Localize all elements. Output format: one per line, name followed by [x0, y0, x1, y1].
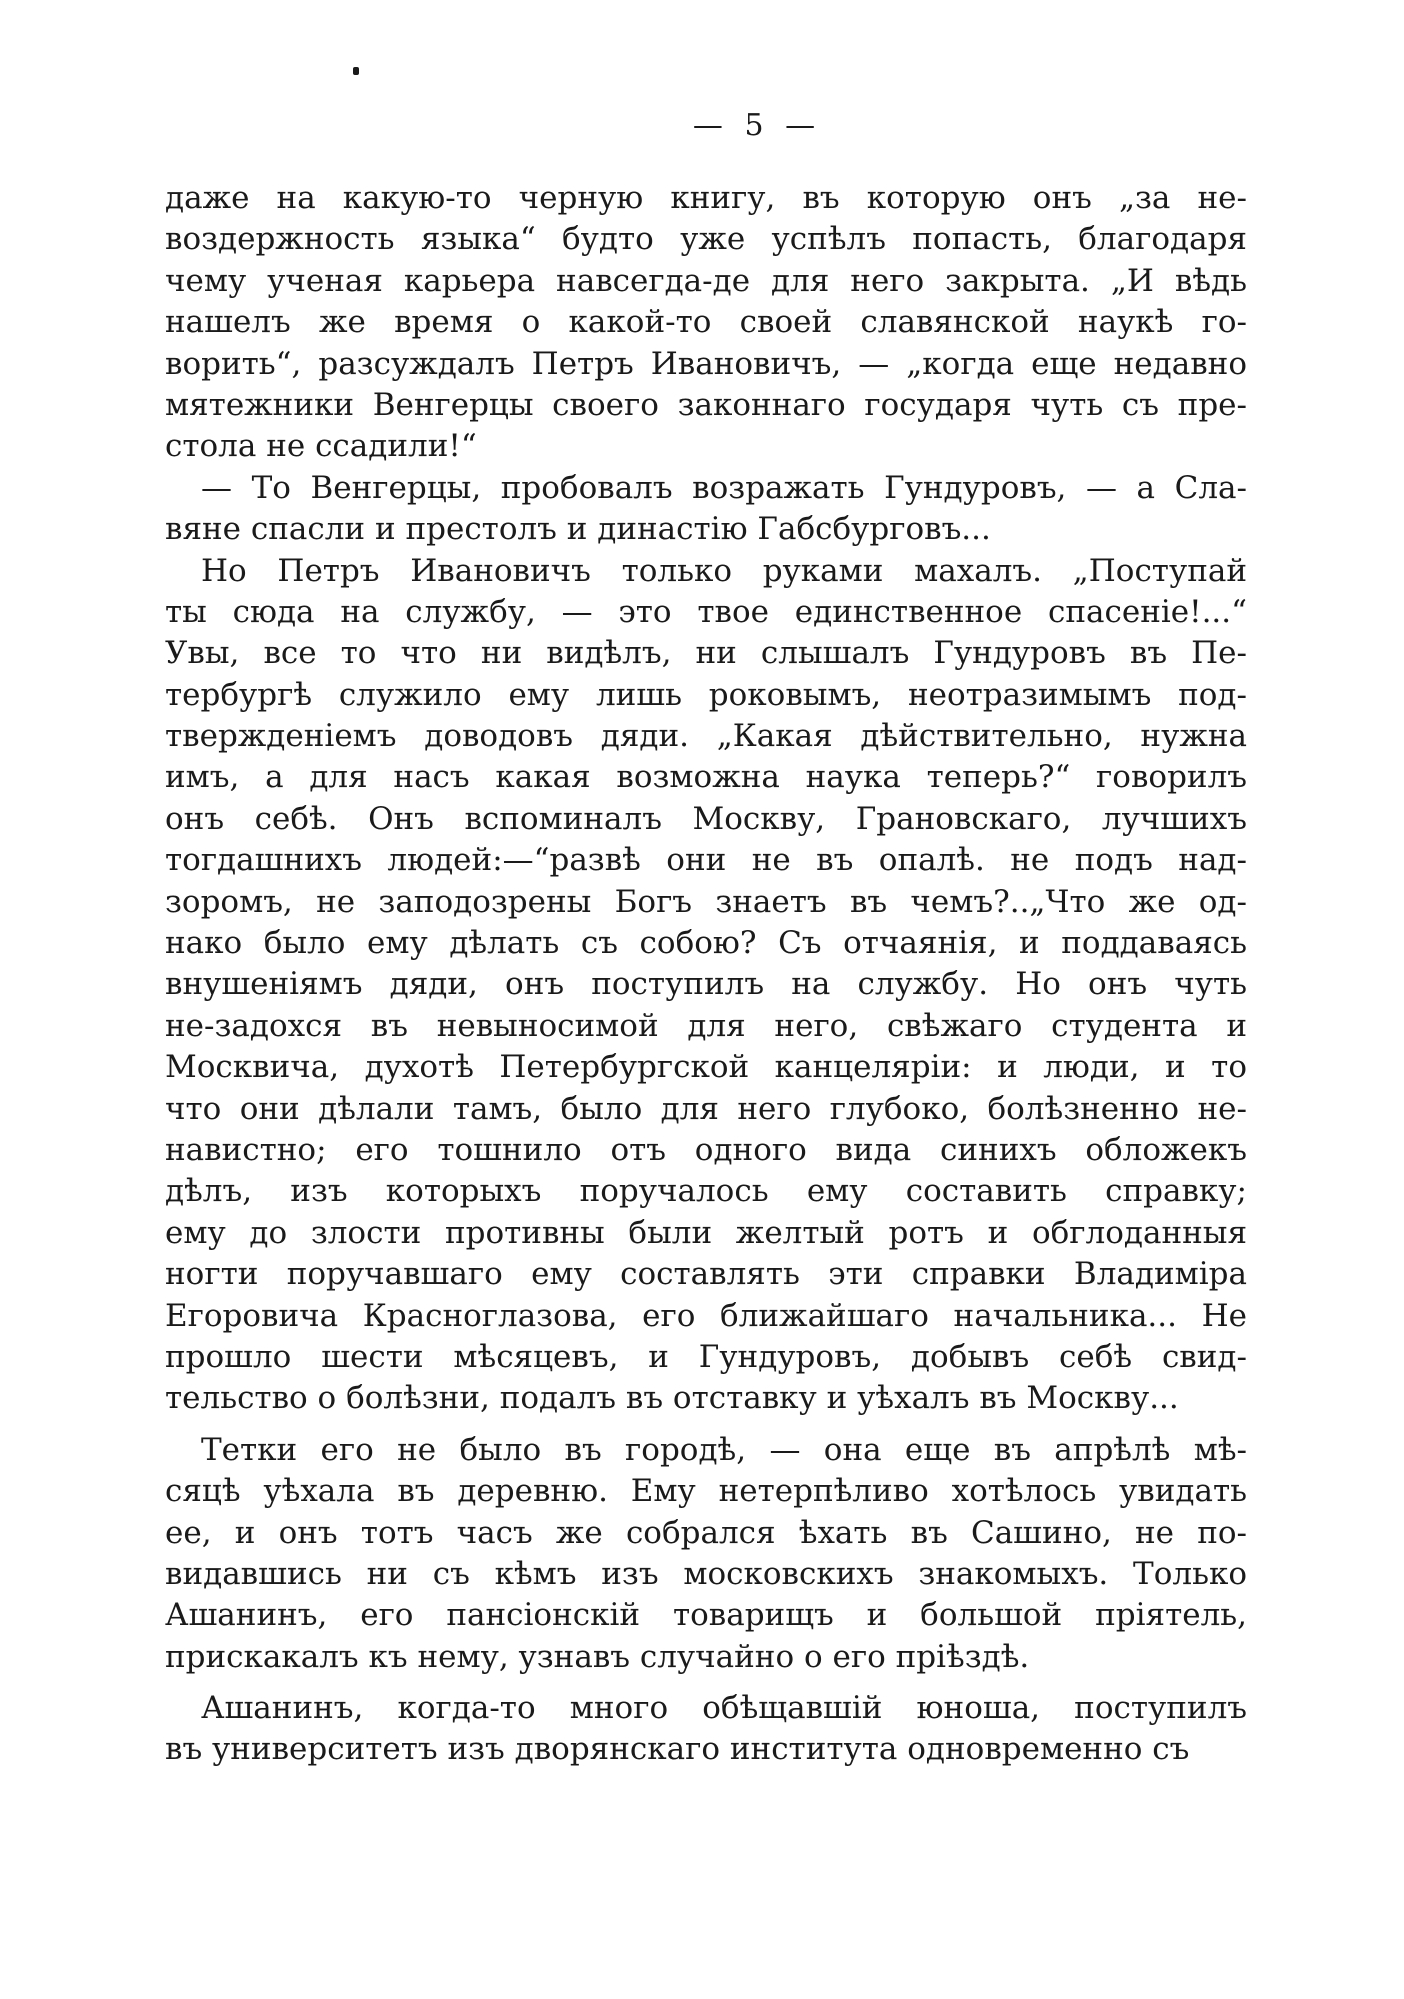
text-line: — То Венгерцы, пробовалъ возражать Гундуровъ, — а Сла- — [201, 469, 1247, 506]
text-line: нашелъ же время о какой-то своей славянской наукѣ го- — [165, 304, 1247, 341]
text-line: ему до злости противны были желтый ротъ и обглоданныя — [165, 1214, 1247, 1251]
text-line: зоромъ, не заподозрены Богъ знаетъ въ чемъ?..„Что же од- — [165, 883, 1247, 920]
text-line: видавшись ни съ кѣмъ изъ московскихъ знакомыхъ. Только — [165, 1555, 1247, 1592]
text-line: дѣлъ, изъ которыхъ поручалось ему составить справку; — [165, 1173, 1247, 1210]
text-line: тербургѣ служило ему лишь роковымъ, неотразимымъ под- — [165, 676, 1247, 713]
text-line: ты сюда на службу, — это твое единственное спасеніе!...“ — [165, 593, 1247, 630]
text-line: сяцѣ уѣхала въ деревню. Ему нетерпѣливо хотѣлось увидать — [165, 1473, 1247, 1510]
text-line: Егоровича Красноглазова, его ближайшаго начальника... Не — [165, 1297, 1247, 1334]
text-line: не-задохся въ невыносимой для него, свѣжаго студента и — [165, 1007, 1247, 1044]
paragraph — [165, 1688, 1247, 1771]
text-line: Увы, все то что ни видѣлъ, ни слышалъ Гундуровъ въ Пе- — [165, 635, 1247, 672]
paragraph — [165, 551, 1247, 1420]
text-line: прискакалъ къ нему, узнавъ случайно о его пріѣздѣ. — [165, 1638, 1030, 1675]
text-line: имъ, а для насъ какая возможна наука теперь?“ говорилъ — [165, 759, 1247, 796]
paragraph — [165, 468, 1247, 551]
text-line: Но Петръ Ивановичъ только руками махалъ. „Поступай — [201, 552, 1247, 589]
paragraph — [165, 178, 1247, 468]
text-line: ногти поручавшаго ему составлять эти справки Владиміра — [165, 1256, 1247, 1293]
text-line: даже на какую-то черную книгу, въ которую онъ „за не- — [165, 180, 1247, 216]
text-line: ворить“, разсуждалъ Петръ Ивановичъ, — „когда еще недавно — [165, 345, 1247, 382]
text-line: прошло шести мѣсяцевъ, и Гундуровъ, добывъ себѣ свид- — [165, 1338, 1247, 1375]
text-line: Москвича, духотѣ Петербургской канцеляріи: и люди, и то — [165, 1049, 1247, 1086]
text-line: Ашанинъ, когда-то много обѣщавшій юноша, поступилъ — [201, 1690, 1247, 1727]
text-line: навистно; его тошнило отъ одного вида синихъ обложекъ — [165, 1131, 1247, 1168]
text-line: мятежники Венгерцы своего законнаго государя чуть съ пре- — [165, 386, 1247, 423]
text-line: нако было ему дѣлать съ собою? Съ отчаянія, и поддаваясь — [165, 925, 1247, 962]
text-line: тогдашнихъ людей:—“развѣ они не въ опалѣ. не подъ над- — [165, 842, 1247, 879]
text-body — [165, 178, 1247, 1771]
ink-speck — [353, 67, 359, 75]
text-line: Тетки его не было въ городѣ, — она еще въ апрѣлѣ мѣ- — [201, 1431, 1247, 1468]
text-line: внушеніямъ дяди, онъ поступилъ на службу. Но онъ чуть — [165, 966, 1247, 1003]
text-line: онъ себѣ. Онъ вспоминалъ Москву, Грановскаго, лучшихъ — [165, 800, 1247, 837]
paragraph-gap — [165, 1420, 1247, 1430]
text-line: твержденіемъ доводовъ дяди. „Какая дѣйствительно, нужна — [165, 718, 1247, 755]
text-line: тельство о болѣзни, подалъ въ отставку и уѣхалъ въ Москву... — [165, 1380, 1179, 1417]
page-number: — 5 — — [692, 108, 822, 143]
text-line: что они дѣлали тамъ, было для него глубоко, болѣзненно не- — [165, 1090, 1247, 1127]
paragraph-gap — [165, 1678, 1247, 1688]
text-line: въ университетъ изъ дворянскаго института одновременно съ — [165, 1731, 1190, 1768]
paragraph — [165, 1430, 1247, 1678]
text-line: вяне спасли и престолъ и династію Габсбурговъ... — [165, 511, 991, 548]
text-line: Ашанинъ, его пансіонскій товарищъ и большой пріятель, — [165, 1597, 1247, 1634]
text-line: чему ученая карьера навсегда-де для него закрыта. „И вѣдь — [165, 262, 1247, 299]
text-line: воздержность языка“ будто уже успѣлъ попасть, благодаря — [165, 221, 1247, 258]
text-line: стола не ссадили!“ — [165, 428, 477, 465]
text-line: ее, и онъ тотъ часъ же собрался ѣхать въ Сашино, не по- — [165, 1514, 1247, 1551]
